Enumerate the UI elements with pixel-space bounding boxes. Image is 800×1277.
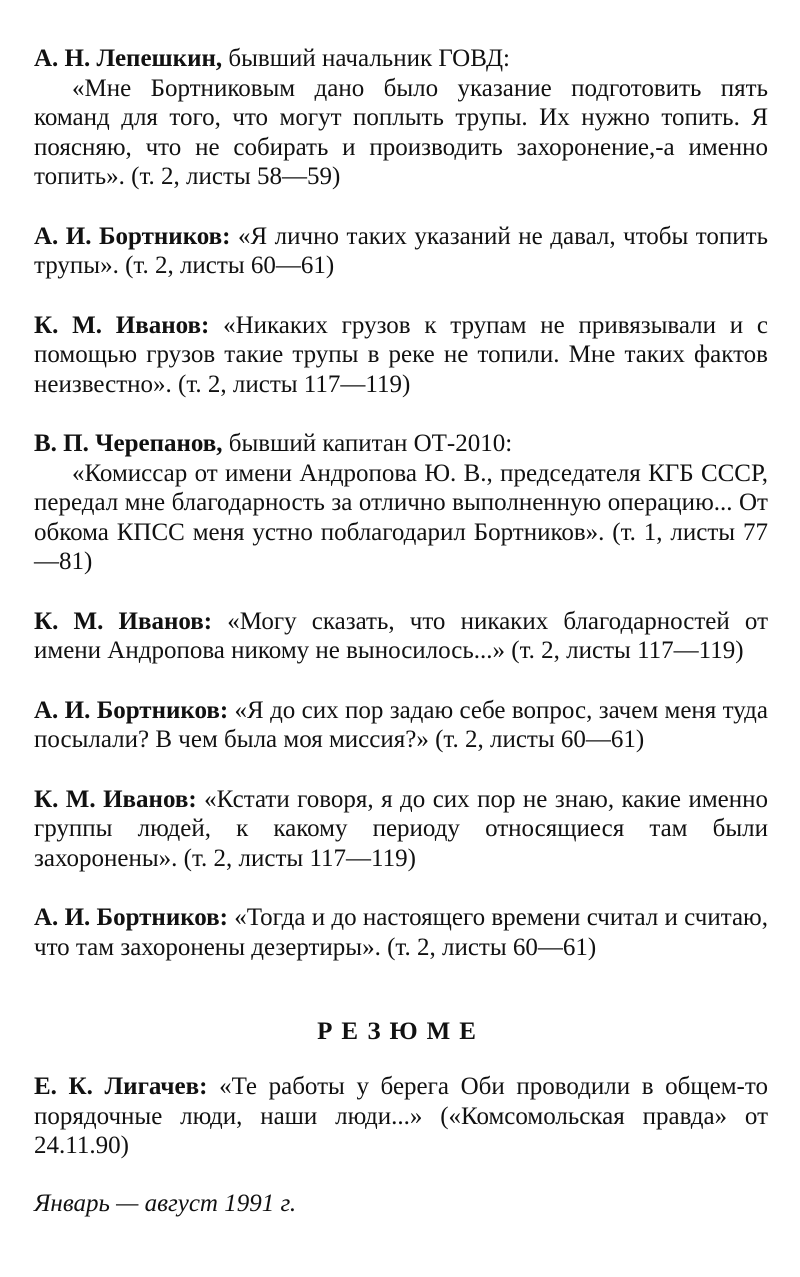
section-heading: РЕЗЮМЕ xyxy=(317,1018,485,1045)
quote-text: «Мне Бортниковым дано было указание подготовить пять команд для того, что могут поплыть трупы. Их нужно топить. Я поясняю, что не собирать и производить захоронение,-а именно топить». (т. 2, листы 58—59) xyxy=(34,74,768,190)
quote-text: «Комиссар от имени Андропова Ю. В., председателя КГБ СССР, передал мне благодарность за отлично выполненную операцию... От обкома КПСС меня устно поблагодарил Бортников». (т. 1, листы 77—81) xyxy=(34,459,768,575)
speaker-name: А. Н. Лепешкин, xyxy=(34,45,223,72)
testimony-bortnikov-2 xyxy=(34,696,768,755)
speaker-name: А. И. Бортников: xyxy=(34,904,229,931)
speaker-name: К. М. Иванов: xyxy=(34,311,210,339)
quote-text: «Никаких грузов к трупам не привязывали и с помощью грузов такие трупы в реке не топили. Мне таких фактов неизвестно». (т. 2, листы 117—119) xyxy=(34,311,769,398)
quote-text: «Кстати говоря, я до сих пор не знаю, какие именно группы людей, к какому периоду относящиеся там были захоронены». (т. 2, листы 117—119) xyxy=(34,785,769,872)
speaker-name: К. М. Иванов: xyxy=(34,785,197,813)
quote-text: «Те работы у берега Оби проводили в общем-то порядочные люди, наши люди...» («Комсомольская правда» от 24.11.90) xyxy=(34,1073,768,1159)
quote-text: «Могу сказать, что никаких благодарностей от имени Андропова никому не выносилось...» (т. 2, листы 117—119) xyxy=(34,607,768,664)
quote-text: «Я до сих пор задаю себе вопрос, зачем меня туда посылали? В чем была моя миссия?» (т. 2, листы 60—61) xyxy=(34,696,768,753)
document-page xyxy=(34,44,768,1218)
testimony-cherepanov xyxy=(34,429,768,577)
testimony-ivanov-3 xyxy=(34,785,768,874)
document-date: Январь — август 1991 г. xyxy=(34,1189,297,1217)
speaker-role: бывший капитан ОТ-2010: xyxy=(222,430,513,457)
testimony-bortnikov-1 xyxy=(34,222,768,281)
speaker-name: А. И. Бортников: xyxy=(34,222,231,250)
quote-text: «Тогда и до настоящего времени считал и считаю, что там захоронены дезертиры». (т. 2, листы 60—61) xyxy=(34,904,768,961)
testimony-lepeshkin xyxy=(34,44,768,192)
speaker-name: Е. К. Лигачев: xyxy=(34,1073,208,1100)
testimony-bortnikov-3 xyxy=(34,903,768,962)
speaker-name: К. М. Иванов: xyxy=(34,607,213,635)
summary-ligachev xyxy=(34,1072,768,1161)
testimony-ivanov-1 xyxy=(34,311,768,400)
speaker-role: бывший начальник ГОВД: xyxy=(222,45,510,72)
speaker-name: А. И. Бортников: xyxy=(34,696,229,724)
speaker-name: В. П. Черепанов, xyxy=(34,430,223,457)
testimony-ivanov-2 xyxy=(34,607,768,666)
quote-text: «Я лично таких указаний не давал, чтобы топить трупы». (т. 2, листы 60—61) xyxy=(34,222,768,279)
